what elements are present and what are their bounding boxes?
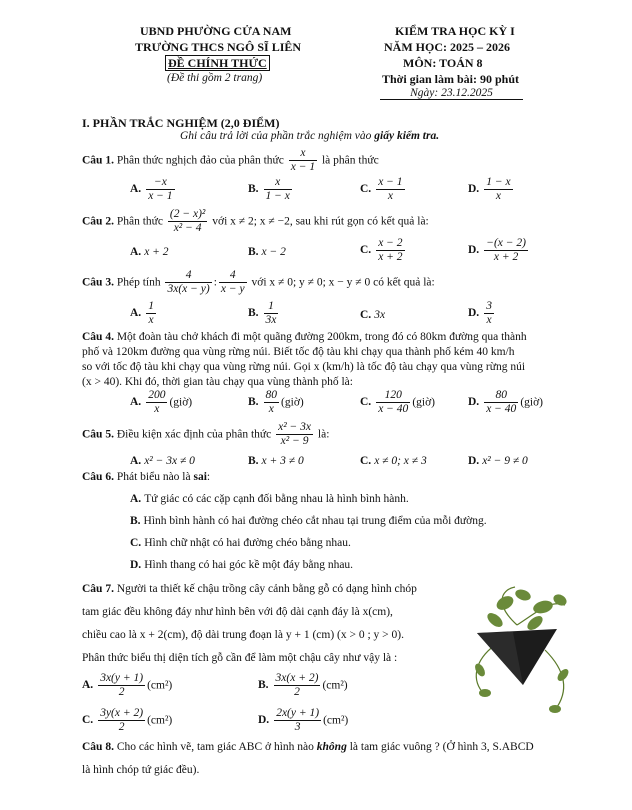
option-fraction — [146, 300, 156, 327]
option-label: B. — [130, 515, 141, 527]
q6-option-c[interactable] — [130, 537, 351, 549]
option-den: x − 40 — [378, 403, 409, 416]
option-fraction — [376, 389, 410, 416]
option-fraction — [274, 707, 321, 734]
q4-line-1 — [82, 331, 527, 343]
q5-text-after: là: — [315, 428, 330, 441]
q3-fraction-1 — [165, 269, 211, 296]
option-label: A. — [130, 493, 142, 505]
q5-text: Điều kiện xác định của phân thức — [113, 428, 275, 441]
option-den: x — [486, 314, 492, 327]
q6-label: Câu 6. — [82, 471, 114, 483]
q3-colon: : — [213, 276, 217, 289]
q4-line-2: phố và 120km đường qua vùng rừng núi. Biết tốc độ tàu khi chạy qua thành phố kém 40 km/h — [82, 346, 515, 358]
q2-text: Phân thức — [113, 215, 166, 228]
q8-text-after: là tam giác vuông ? (Ở hình 3, S.ABCD — [346, 741, 534, 753]
q1-frac-num: x — [289, 147, 317, 161]
option-label: D. — [258, 714, 270, 727]
instruction-bold: giấy kiểm tra. — [374, 130, 440, 142]
option-num: −x — [146, 176, 174, 190]
q1-frac-den: x − 1 — [290, 161, 316, 174]
q8-text: Cho các hình vẽ, tam giác ABC ở hình nào — [113, 741, 317, 753]
option-num: 3 — [484, 300, 494, 314]
option-label: C. — [360, 183, 372, 196]
option-text: Hình chữ nhật có hai đường chéo bằng nhau. — [144, 537, 351, 549]
q4-option-d[interactable] — [468, 389, 543, 416]
option-label: B. — [248, 183, 259, 196]
option-text: Hình bình hành có hai đường chéo cắt nhau tại trung điểm của mỗi đường. — [143, 515, 487, 527]
q3-text-after: với x ≠ 0; y ≠ 0; x − y ≠ 0 có kết quả là: — [248, 276, 435, 289]
option-label: C. — [360, 244, 372, 257]
header-duration: Thời gian làm bài: 90 phút — [382, 72, 520, 86]
q5-option-a[interactable] — [130, 455, 195, 467]
option-label: D. — [130, 559, 142, 571]
header-subject: MÔN: TOÁN 8 — [403, 56, 483, 70]
q3-option-a[interactable] — [130, 300, 158, 327]
q5-label: Câu 5. — [82, 428, 114, 441]
option-unit: (giờ) — [169, 396, 193, 409]
option-label: B. — [248, 455, 259, 467]
option-num: 1 − x — [484, 176, 512, 190]
option-num: 80 — [484, 389, 518, 403]
q5-fraction — [276, 421, 313, 448]
option-label: D. — [468, 455, 480, 467]
option-text: x − 2 — [261, 246, 286, 258]
option-unit: (cm²) — [323, 714, 349, 727]
option-label: D. — [468, 183, 480, 196]
q8-text-bold: không — [316, 741, 347, 753]
option-text: Hình thang có hai góc kề một đáy bằng nhau. — [144, 559, 354, 571]
q3-frac2-num: 4 — [219, 269, 247, 283]
option-text: Tứ giác có các cặp cạnh đối bằng nhau là hình bình hành. — [144, 493, 409, 505]
option-fraction — [264, 176, 292, 203]
option-unit: (giờ) — [520, 396, 543, 409]
q4-option-c[interactable] — [360, 389, 435, 416]
option-fraction — [484, 300, 494, 327]
q1-fraction — [289, 147, 317, 174]
option-num: 2x(y + 1) — [274, 707, 321, 721]
q6-text: Phát biểu nào là — [113, 471, 194, 483]
option-fraction — [146, 389, 167, 416]
option-label: B. — [258, 679, 269, 692]
q3-frac1-den: 3x(x − y) — [167, 283, 210, 296]
q7-line-1 — [82, 583, 417, 595]
option-fraction — [98, 672, 145, 699]
q5-frac-num: x² − 3x — [276, 421, 313, 435]
option-label: C. — [82, 714, 94, 727]
option-unit: (cm²) — [322, 679, 348, 692]
option-den: x — [268, 403, 274, 416]
option-text: x + 3 ≠ 0 — [261, 455, 304, 467]
option-den: x — [148, 314, 154, 327]
instruction-text: Ghi câu trả lời của phần trắc nghiệm vào — [180, 130, 375, 142]
q1-stem — [82, 147, 379, 174]
q6-option-d[interactable] — [130, 559, 353, 571]
q7-option-c[interactable] — [82, 707, 172, 734]
option-label: B. — [248, 246, 259, 258]
option-num: 120 — [376, 389, 410, 403]
header-date: Ngày: 23.12.2025 — [380, 87, 523, 100]
header-district: UBND PHƯỜNG CỬA NAM — [140, 24, 292, 38]
q1-option-b[interactable] — [248, 176, 294, 203]
q4-line-4: (x > 40). Khi đó, thời gian tàu chạy qua vùng thành phố là: — [82, 376, 353, 388]
q2-stem — [82, 208, 429, 235]
option-label: D. — [468, 307, 480, 320]
q6-text-bold: sai — [193, 471, 207, 483]
q4-option-b[interactable] — [248, 389, 304, 416]
header-official: ĐỀ CHÍNH THỨC — [165, 55, 270, 71]
option-num: x − 1 — [376, 176, 404, 190]
option-den: x − 1 — [148, 190, 173, 203]
header-school-year: NĂM HỌC: 2025 – 2026 — [384, 40, 510, 54]
option-unit: (cm²) — [147, 714, 173, 727]
option-label: A. — [82, 679, 94, 692]
section-instruction — [180, 130, 439, 142]
q1-option-c[interactable] — [360, 176, 407, 203]
option-label: B. — [248, 396, 259, 409]
option-fraction — [484, 176, 512, 203]
q6-text-after: : — [206, 471, 211, 483]
q2-fraction — [168, 208, 207, 235]
q4-label: Câu 4. — [82, 331, 114, 343]
header-official-wrap — [165, 56, 270, 71]
option-den: 1 − x — [265, 190, 290, 203]
q4-text: Một đoàn tàu chở khách đi một quãng đường 200km, trong đó có 80km đường qua thành — [113, 331, 527, 343]
option-den: 2 — [118, 686, 125, 699]
q3-frac2-den: x − y — [220, 283, 245, 296]
option-num: 3y(x + 2) — [98, 707, 145, 721]
q3-stem — [82, 269, 435, 296]
q5-stem — [82, 421, 329, 448]
option-num: 200 — [146, 389, 167, 403]
q5-option-c[interactable] — [360, 455, 427, 467]
option-fraction — [484, 237, 528, 264]
q1-text: Phân thức nghịch đảo của phân thức — [113, 154, 287, 167]
option-num: 3x(x + 2) — [274, 672, 321, 686]
q3-option-d[interactable] — [468, 300, 496, 327]
option-den: 3x — [265, 314, 277, 327]
option-den: x + 2 — [378, 251, 403, 264]
q2-option-b[interactable] — [248, 246, 286, 258]
option-label: D. — [468, 396, 480, 409]
q7-line-3: chiều cao là x + 2(cm), độ dài trung đoạn là y + 1 (cm) (x > 0 ; y > 0). — [82, 629, 404, 641]
q3-option-c[interactable] — [360, 309, 385, 321]
q8-label: Câu 8. — [82, 741, 114, 753]
pyramid-pot-illustration — [455, 585, 580, 720]
option-label: C. — [360, 309, 372, 321]
option-text: 3x — [374, 309, 386, 321]
option-den: x — [387, 190, 393, 203]
option-fraction — [376, 176, 404, 203]
q7-option-a[interactable] — [82, 672, 172, 699]
option-den: x — [495, 190, 501, 203]
q7-option-b[interactable] — [258, 672, 348, 699]
option-num: 1 — [146, 300, 156, 314]
option-num: 1 — [264, 300, 279, 314]
option-label: C. — [360, 396, 372, 409]
option-den: 3 — [294, 721, 301, 734]
option-label: D. — [468, 244, 480, 257]
option-den: 2 — [294, 686, 300, 699]
option-label: A. — [130, 396, 142, 409]
option-fraction — [484, 389, 518, 416]
header-school: TRƯỜNG THCS NGÔ SĨ LIÊN — [135, 40, 302, 54]
q6-option-b[interactable] — [130, 515, 487, 527]
q3-option-b[interactable] — [248, 300, 280, 327]
option-fraction — [264, 300, 279, 327]
option-num: x — [264, 176, 292, 190]
q4-option-a[interactable] — [130, 389, 192, 416]
q1-text-after: là phân thức — [319, 154, 379, 167]
option-label: A. — [130, 307, 142, 320]
q2-option-a[interactable] — [130, 246, 169, 258]
q5-option-b[interactable] — [248, 455, 304, 467]
option-num: 3x(y + 1) — [98, 672, 145, 686]
q2-frac-num: (2 − x)² — [168, 208, 207, 222]
q3-fraction-2 — [219, 269, 247, 296]
q2-frac-den: x² − 4 — [173, 222, 202, 235]
option-den: x − 40 — [486, 403, 517, 416]
q3-text: Phép tính — [113, 276, 164, 289]
q6-option-a[interactable] — [130, 493, 409, 505]
option-fraction — [98, 707, 145, 734]
option-label: A. — [130, 246, 142, 258]
q7-label: Câu 7. — [82, 583, 114, 595]
option-text: x + 2 — [144, 246, 169, 258]
q1-option-d[interactable] — [468, 176, 515, 203]
q5-frac-den: x² − 9 — [280, 435, 309, 448]
option-unit: (giờ) — [412, 396, 435, 409]
q3-label: Câu 3. — [82, 276, 114, 289]
option-unit: (cm²) — [147, 679, 173, 692]
q8-line-1 — [82, 741, 534, 753]
q6-stem — [82, 471, 210, 483]
option-fraction — [274, 672, 321, 699]
option-fraction — [376, 237, 404, 264]
option-text: x ≠ 0; x ≠ 3 — [374, 455, 427, 467]
option-fraction — [146, 176, 174, 203]
option-label: C. — [360, 455, 372, 467]
q7-line-2: tam giác đều không đáy như hình bên với độ dài cạnh đáy là x(cm), — [82, 606, 393, 618]
option-unit: (giờ) — [281, 396, 304, 409]
option-fraction — [264, 389, 280, 416]
option-label: C. — [130, 537, 142, 549]
option-den: x — [154, 403, 160, 416]
header-pages: (Đề thi gồm 2 trang) — [167, 72, 263, 84]
q7-text: Người ta thiết kế chậu trồng cây cảnh bằng gỗ có dạng hình chóp — [113, 583, 417, 595]
q2-text-after: với x ≠ 2; x ≠ −2, sau khi rút gọn có kết quả là: — [209, 215, 429, 228]
option-num: x − 2 — [376, 237, 404, 251]
option-label: B. — [248, 307, 259, 320]
q7-line-4: Phân thức biểu thị diện tích gỗ cần để làm một chậu cây như vậy là : — [82, 652, 398, 664]
option-label: A. — [130, 183, 142, 196]
q2-option-d[interactable] — [468, 237, 530, 264]
q8-line-2: là hình chóp tứ giác đều). — [82, 764, 200, 776]
q4-line-3: so với tốc độ tàu khi chạy qua vùng rừng núi. Gọi x (km/h) là tốc độ tàu chạy qua vùng rừng núi — [82, 361, 526, 373]
option-text: x² − 3x ≠ 0 — [144, 455, 195, 467]
option-num: 80 — [264, 389, 280, 403]
option-text: x² − 9 ≠ 0 — [482, 455, 528, 467]
option-den: x + 2 — [493, 251, 519, 264]
section-title: I. PHẦN TRẮC NGHIỆM (2,0 ĐIỂM) — [82, 116, 280, 130]
option-num: −(x − 2) — [484, 237, 528, 251]
q5-option-d[interactable] — [468, 455, 528, 467]
option-label: A. — [130, 455, 142, 467]
header-exam-title: KIỂM TRA HỌC KỲ I — [395, 24, 515, 38]
q1-label: Câu 1. — [82, 154, 114, 167]
option-den: 2 — [118, 721, 125, 734]
q2-option-c[interactable] — [360, 237, 407, 264]
q7-option-d[interactable] — [258, 707, 348, 734]
q2-label: Câu 2. — [82, 215, 114, 228]
q1-option-a[interactable] — [130, 176, 177, 203]
q3-frac1-num: 4 — [165, 269, 211, 283]
